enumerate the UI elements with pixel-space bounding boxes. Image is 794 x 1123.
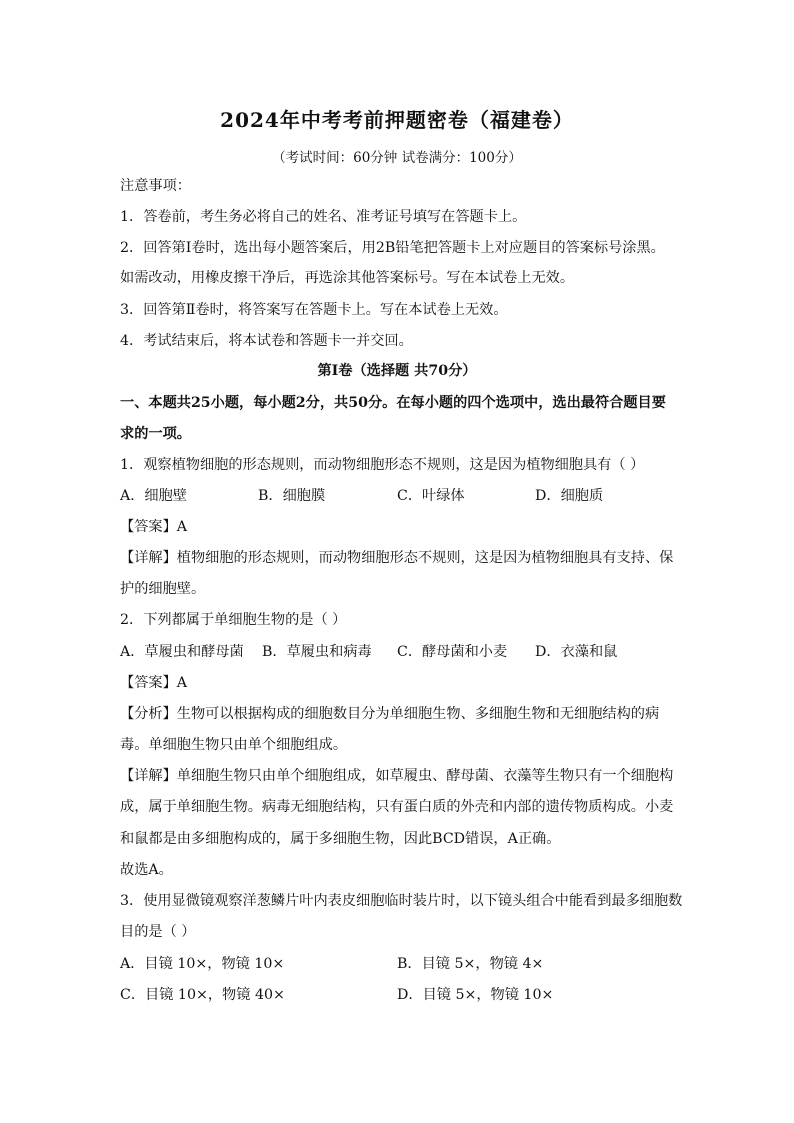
- question-1-stem: 1．观察植物细胞的形态规则，而动物细胞形态不规则，这是因为植物细胞具有（ ）: [120, 457, 645, 473]
- note-item: 4．考试结束后，将本试卷和答题卡一并交回。: [120, 333, 413, 349]
- q2-detail: 【详解】单细胞生物只由单个细胞组成，如草履虫、酵母菌、衣藻等生物只有一个细胞构: [120, 768, 674, 784]
- q1-detail: 护的细胞壁。: [120, 581, 206, 597]
- q2-option-d: D．衣藻和鼠: [535, 644, 618, 660]
- section-title: 第Ⅰ卷（选择题 共70分）: [317, 363, 477, 379]
- q1-option-b: B．细胞膜: [258, 488, 326, 504]
- note-item: 2．回答第Ⅰ卷时，选出每小题答案后，用2B铅笔把答题卡上对应题目的答案标号涂黑。: [120, 240, 665, 256]
- section-instruction: 一、本题共25小题，每小题2分，共50分。在每小题的四个选项中，选出最符合题目要: [120, 395, 666, 411]
- question-3-stem: 3．使用显微镜观察洋葱鳞片叶内表皮细胞临时装片时，以下镜头组合中能看到最多细胞数: [120, 893, 683, 909]
- q1-option-d: D．细胞质: [535, 488, 604, 504]
- q1-detail: 【详解】植物细胞的形态规则，而动物细胞形态不规则，这是因为植物细胞具有支持、保: [120, 550, 674, 566]
- note-item: 3．回答第Ⅱ卷时，将答案写在答题卡上。写在本试卷上无效。: [120, 302, 508, 318]
- q1-option-c: C．叶绿体: [397, 488, 465, 504]
- q2-option-a: A．草履虫和酵母菌: [120, 644, 244, 660]
- q3-option-a: A．目镜 10×，物镜 10×: [120, 956, 285, 972]
- exam-info: （考试时间：60分钟 试卷满分：100分）: [272, 150, 522, 166]
- notes-heading: 注意事项：: [120, 178, 191, 194]
- q3-option-b: B．目镜 5×，物镜 4×: [397, 956, 544, 972]
- q2-detail: 和鼠都是由多细胞构成的，属于多细胞生物，因此BCD错误，A正确。: [120, 831, 561, 847]
- q2-conclusion: 故选A。: [120, 862, 173, 878]
- note-item: 如需改动，用橡皮擦干净后，再选涂其他答案标号。写在本试卷上无效。: [120, 270, 575, 286]
- q2-option-b: B．草履虫和病毒: [262, 644, 372, 660]
- page-title: 2024年中考考前押题密卷（福建卷）: [220, 108, 574, 132]
- question-3-stem: 目的是（ ）: [120, 924, 196, 940]
- q3-option-c: C．目镜 10×，物镜 40×: [120, 987, 285, 1003]
- note-item: 1．答卷前，考生务必将自己的姓名、准考证号填写在答题卡上。: [120, 209, 527, 225]
- q2-answer: 【答案】A: [120, 675, 187, 691]
- question-2-stem: 2．下列都属于单细胞生物的是（ ）: [120, 612, 347, 628]
- q2-analysis: 毒。单细胞生物只由单个细胞组成。: [120, 737, 348, 753]
- q1-option-a: A．细胞壁: [120, 488, 187, 504]
- section-instruction: 求的一项。: [120, 426, 191, 442]
- q3-option-d: D．目镜 5×，物镜 10×: [397, 987, 554, 1003]
- q1-answer: 【答案】A: [120, 519, 187, 535]
- q2-detail: 成，属于单细胞生物。病毒无细胞结构，只有蛋白质的外壳和内部的遗传物质构成。小麦: [120, 799, 674, 815]
- q2-analysis: 【分析】生物可以根据构成的细胞数目分为单细胞生物、多细胞生物和无细胞结构的病: [120, 706, 660, 722]
- q2-option-c: C．酵母菌和小麦: [397, 644, 508, 660]
